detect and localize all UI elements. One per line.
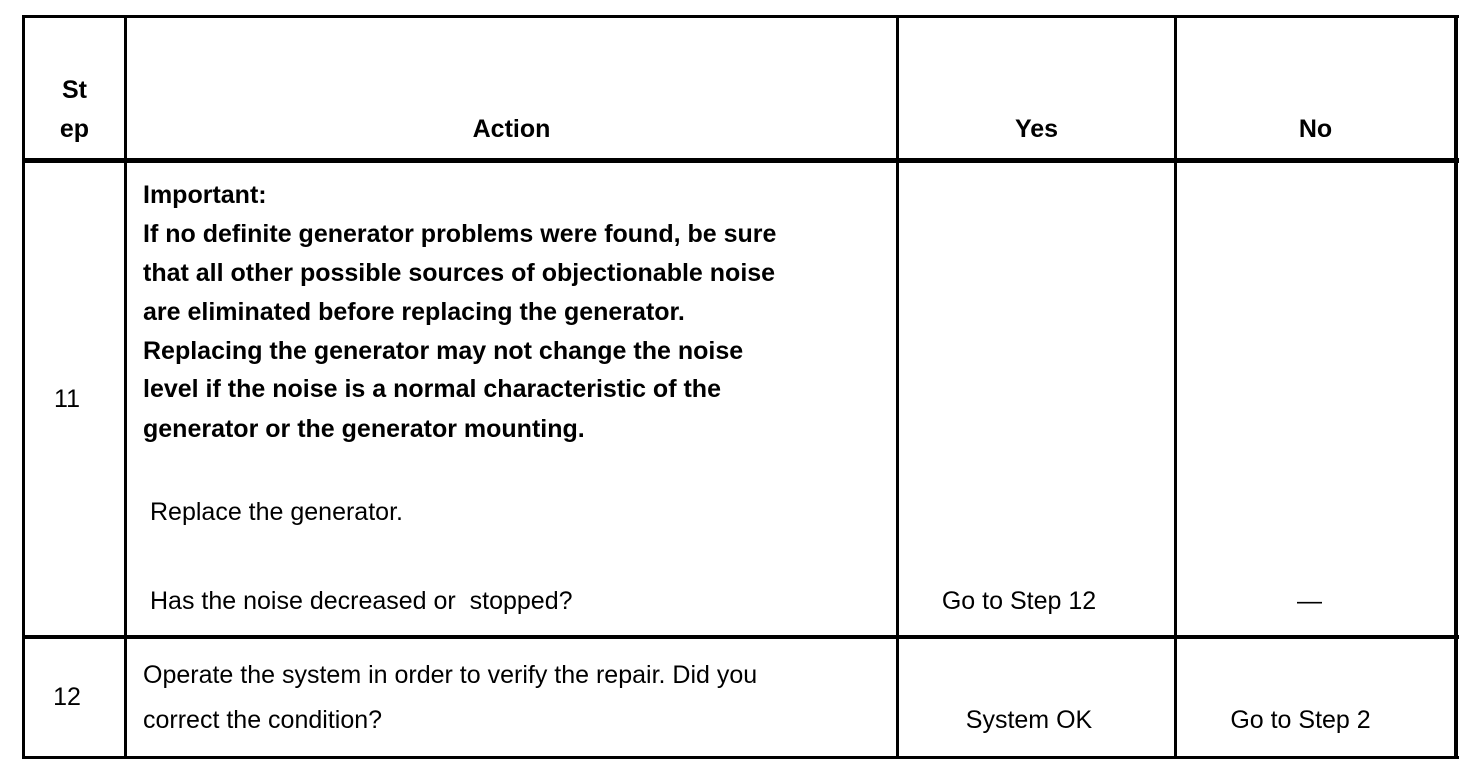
important-line-4: Replacing the generator may not change the noise <box>143 337 744 365</box>
row-12-step: 12 <box>53 683 81 711</box>
important-line-5: level if the noise is a normal characteristic of the <box>143 375 721 403</box>
important-line-3: are eliminated before replacing the generator. <box>143 298 685 326</box>
row-11-yes: Go to Step 12 <box>941 587 1097 615</box>
row-11-no: — <box>1297 587 1322 615</box>
row-11-question: Has the noise decreased or stopped? <box>150 587 573 615</box>
header-action: Action <box>472 115 551 143</box>
header-yes: Yes <box>1014 115 1059 143</box>
important-title: Important: <box>143 181 267 209</box>
header-step-line1: St <box>62 76 87 104</box>
row-11-instruction: Replace the generator. <box>150 498 403 526</box>
table-right-border <box>1454 15 1458 759</box>
row-11-step: 11 <box>54 385 80 413</box>
table-top-border <box>22 15 1459 18</box>
header-bottom-border <box>22 158 1459 163</box>
row-11-bottom-border <box>22 635 1459 639</box>
important-line-1: If no definite generator problems were found, be sure <box>143 220 777 248</box>
header-step-line2: ep <box>59 115 90 143</box>
table-bottom-border <box>22 756 1459 759</box>
header-no: No <box>1298 115 1333 143</box>
important-line-6: generator or the generator mounting. <box>143 415 585 443</box>
important-line-2: that all other possible sources of objectionable noise <box>143 259 776 287</box>
row-12-action-line-2: correct the condition? <box>143 706 383 734</box>
row-12-yes: System OK <box>965 706 1093 734</box>
row-12-action-line-1: Operate the system in order to verify the repair. Did you <box>143 661 758 689</box>
row-12-no: Go to Step 2 <box>1230 706 1371 734</box>
